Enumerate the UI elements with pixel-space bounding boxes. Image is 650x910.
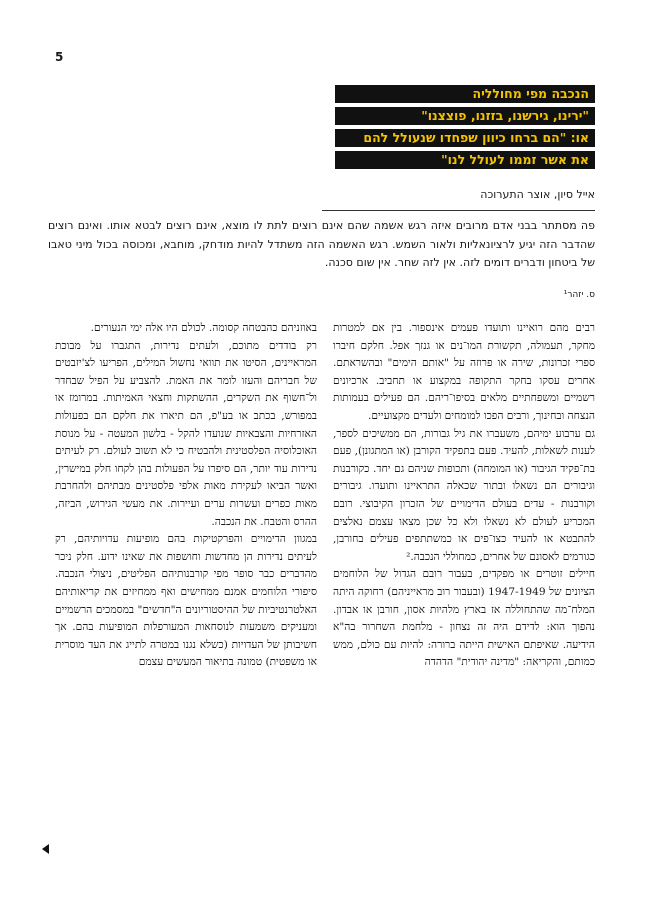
paragraph: חיילים זוטרים או מפקדים, בעבור רובם הגדול של הלוחמים הציונים של 1947-1949 (ובעבור רוב מראייניהם) רחוקה היתה המלח־מה שהתחוללה אז בארץ מלהיות אסון, חורבן או אבדון. נהפוך הוא: לדידם היה זה נצחון - מלחמת השחרור בה"א הידיעה. שאיפתם האישית הייתה ברורה: להיות עם כולם, ממש כמותם, והקריאה: "מדינה יהודית" הדהדה	[333, 568, 595, 669]
text-column-left	[55, 320, 317, 672]
epigraph-source: ס. יזהר¹	[563, 290, 595, 300]
author-byline: אייל סיון, אוצר התערוכה	[480, 188, 595, 201]
paragraph: גם ערבוע ימיהם, משעברו את גיל גבורות, הם ממשיכים לספר, לענות לשאלות, להעיד. פעם בתפקיד הקורבן (או המתגונן), פעם בת־פקיד הגיבור (או המומחה) ותכופות שניהם גם יחד. כקורבנות וגיבורים הם נשאלו ובתור שכאלה התראיינו ותועדו. גיבורים וקורבנות - עדים בעולם הדימויים של הזכרון הקיבוצי. רובם המכריע לעולם לא נשאלו ולא כל שכן מצאו עצמם נאלצים להתבטא או להעיד כצו־פים או כמשתתפים פעילים בחורבן, כגורמים לאסונם של אחרים, כמחוללי הנכבה.²	[333, 427, 595, 563]
text-column-right	[333, 320, 595, 672]
title-line: את אשר זממו לעולל לנו"	[335, 151, 595, 169]
paragraph: רבים מהם רואיינו ותועדו פעמים אינספור. בין אם למטרות מחקר, תעמולה, תקשורת המו־נים או גנזך אפל. חלקם חיברו ספרי זכרונות, שירה או פרוזה על "אותם הימים" ובהשראתם. אחרים עסקו בחקר התקופה במקצוע או תחביב. ארכיונים רשמיים ומשפחתיים מלאים בסיפו־ריהם. הם פעילים בעמותות הנצחה ובחינוך, ורבים הפכו למומחים ולעדים מקצועיים.	[333, 322, 595, 422]
paragraph: רק בודדים מתוכם, ולעתים נדירות, התגברו על מבוכת המראיינים, הסיטו את תוואי נחשול המילים, הפריעו לצ'יזבטים של חבריהם והעזו לומר את האמת. להצביע על הפיל שבחדר ול־חשוף את השקרים, ההשתקות וחצאי האמיתות. במרומז או במפורש, בכתב או בע"פ, הם תיארו את חלקם הם בפעולות האזרחיות והצבאיות שנועדו להקל - בלשון המעטה - על מנוסת האוכלוסיה הפלסטינית ולהבטיח כי לא תשוב לעולם. רק לעיתים נדירות עוד יותר, הם סיפרו על הפעולות בהן לקחו חלק במישרין, ואשר הביאו לעקירת מאות אלפי פלסטינים מבתיהם ולהחרבת מאות כפרים ועשרות ערים ועיירות. את מעשי הגירוש, הביזה, ההרס והטבח. את הנכבה.	[55, 339, 317, 528]
page-number: 5	[55, 50, 64, 64]
epigraph-quote: פה מסתתר בבני אדם מרובים איזה רגש אשמה שהם אינם רוצים לתת לו מוצא, אינם רוצים לבטא אותו. ואינם רוצים שהדבר הזה יגיע לרציונאליות ולאור השמש. רגש האשמה הזה משתדל להיות מודחק, מוחבא, ומכוסה בכול מיני טאבו של ביטחון ודברים דומים לזה. אין לזה שחר. אין שום סכנה.	[48, 219, 595, 269]
title-line: "ירינו, גירשנו, בזזנו, פוצצנו"	[335, 107, 595, 125]
title-line: הנכבה מפי מחולליה	[335, 85, 595, 103]
author-divider	[322, 210, 595, 211]
paragraph: באוזניהם כהבטחה קסומה. לכולם היו אלה ימי הנעורים.	[90, 322, 317, 334]
title-line: או: "הם ברחו כיוון שפחדו שנעולל להם	[335, 129, 595, 147]
paragraph: במגוון הדימויים והפרקטיקות בהם מופיעות עדויותיהם, רק לעיתים נדירות הן מחדשות וחושפות את שאינו ידוע. חלק ניכר מהדברים כבר סופר מפי קורבנותיהם הפליטים, ניצולי הנכבה. סיפורי הלוחמים אמנם ממחישים ואף ממחיזים את קריאותיהם האלטרנטיביות של ההיסטוריונים ה"חדשים" במסמכים הרשמיים ומעניקים משמעות לנוסחאות המעורפלות המופיעות בהם. אך חשיבותן של העדויות (כשלא נגנו במטרה לתייג את העד מוסרית או משפטית) טמונה בתיאור המעשים עצמם	[55, 533, 317, 669]
continue-arrow-icon	[42, 844, 49, 854]
article-title	[335, 85, 595, 173]
